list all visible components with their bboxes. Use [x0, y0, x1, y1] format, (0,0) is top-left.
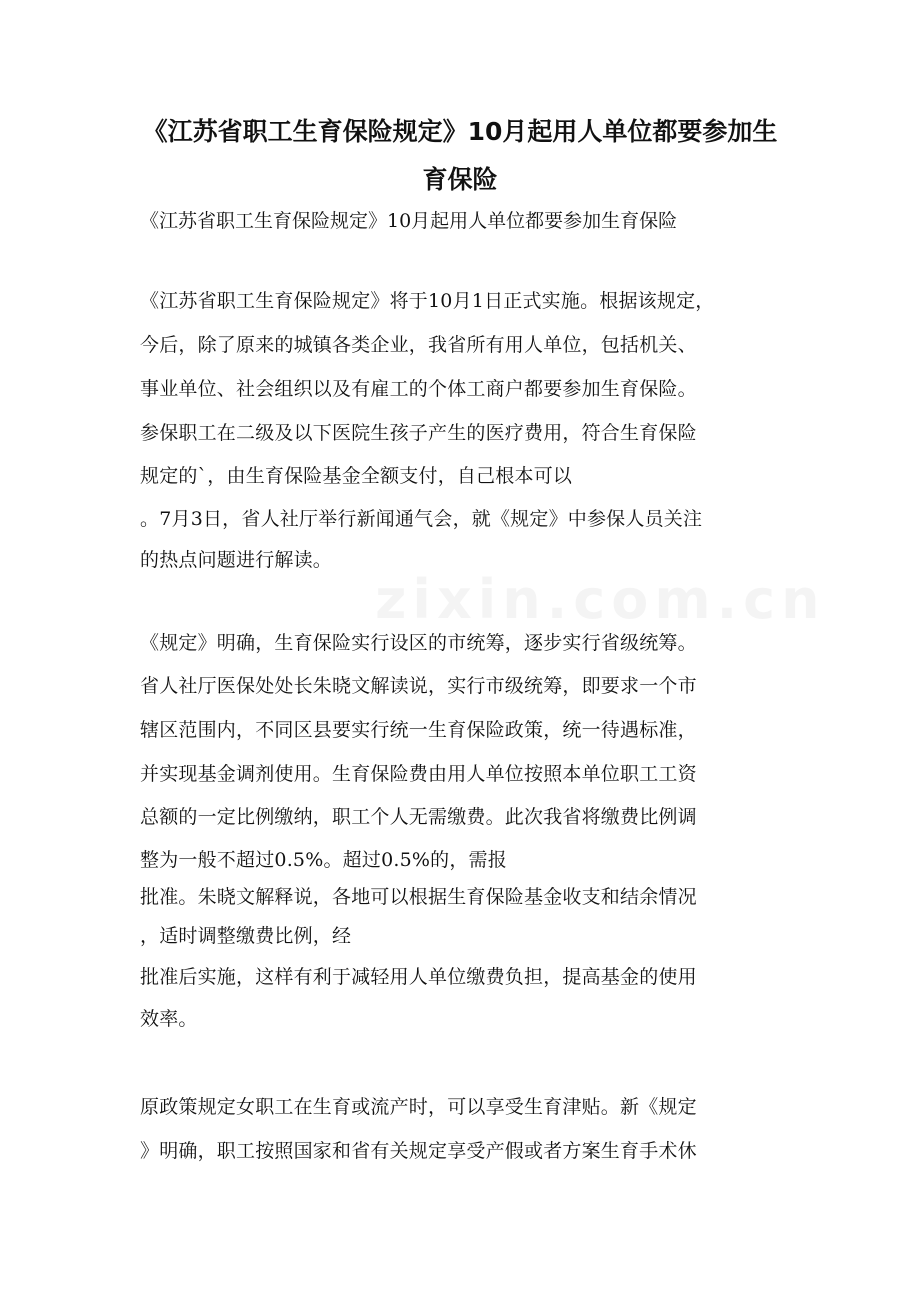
text-line: 《江苏省职工生育保险规定》将于10月1日正式实施。根据该规定， [140, 290, 715, 312]
text-line: 今后，除了原来的城镇各类企业，我省所有用人单位，包括机关、 [140, 334, 697, 356]
text-line: 》明确，职工按照国家和省有关规定享受产假或者方案生育手术休 [140, 1140, 697, 1162]
text-line: 参保职工在二级及以下医院生孩子产生的医疗费用，符合生育保险 [140, 422, 697, 444]
title-line-1: 《江苏省职工生育保险规定》10月起用人单位都要参加生 [142, 117, 778, 146]
text-line: ，适时调整缴费比例，经 [140, 925, 352, 947]
text-line: 整为一般不超过0.5%。超过0.5%的，需报 [140, 849, 507, 871]
text-line: 的热点问题进行解读。 [140, 549, 333, 571]
text-line: 规定的`，由生育保险基金全额支付，自己根本可以 [140, 465, 573, 487]
text-line: 辖区范围内，不同区县要实行统一生育保险政策，统一待遇标准， [140, 719, 697, 741]
text-line: 省人社厅医保处处长朱晓文解读说，实行市级统筹，即要求一个市 [140, 675, 697, 697]
title-line-2: 育保险 [422, 165, 498, 194]
text-line: 总额的一定比例缴纳，职工个人无需缴费。此次我省将缴费比例调 [140, 806, 697, 828]
text-line: 《规定》明确，生育保险实行设区的市统筹，逐步实行省级统筹。 [140, 632, 697, 654]
text-line: 。7月3日，省人社厅举行新闻通气会，就《规定》中参保人员关注 [140, 508, 703, 530]
text-line: 批准。朱晓文解释说，各地可以根据生育保险基金收支和结余情况 [140, 886, 697, 908]
text-line: 并实现基金调剂使用。生育保险费由用人单位按照本单位职工工资 [140, 763, 697, 785]
text-line: 批准后实施，这样有利于减轻用人单位缴费负担，提高基金的使用 [140, 966, 697, 988]
document-title [140, 108, 780, 204]
watermark [375, 568, 826, 631]
text-line: 事业单位、社会组织以及有雇工的个体工商户都要参加生育保险。 [140, 378, 697, 400]
document-subtitle: 《江苏省职工生育保险规定》10月起用人单位都要参加生育保险 [140, 210, 678, 232]
text-line: 效率。 [140, 1008, 198, 1030]
text-line: 原政策规定女职工在生育或流产时，可以享受生育津贴。新《规定 [140, 1096, 697, 1118]
